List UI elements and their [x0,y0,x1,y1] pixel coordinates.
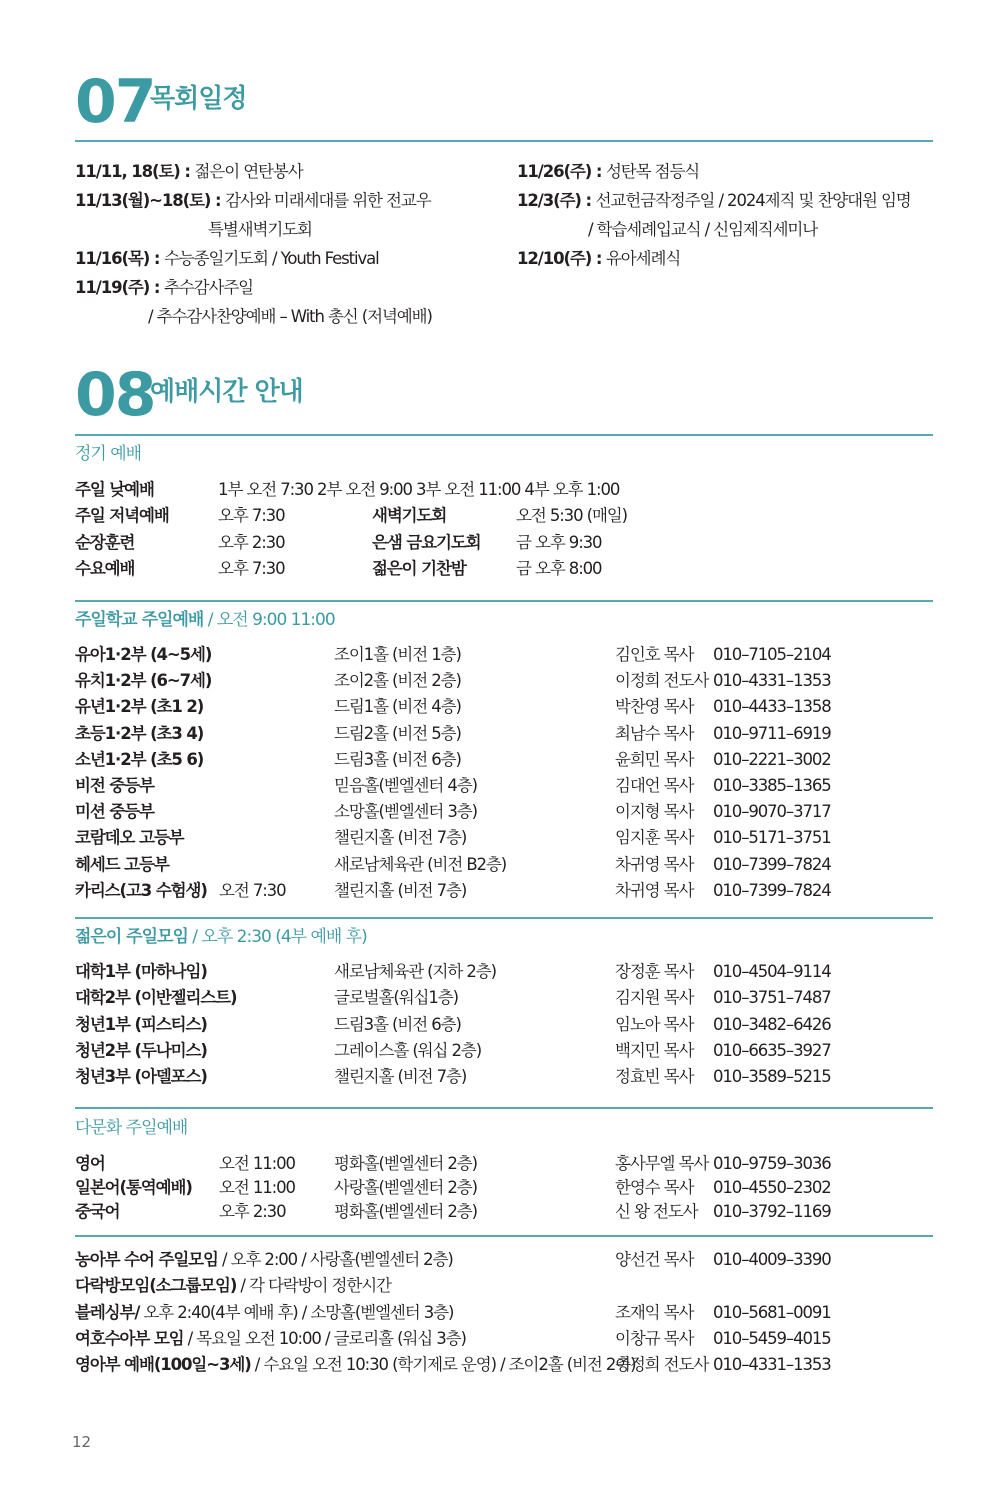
phone-number: 010–3751–7487 [713,988,831,1008]
meeting-name: 영아부 예배(100일~3세) [75,1355,251,1375]
schedule-date: 11/19(주) [75,278,150,297]
meeting-item [75,1328,466,1348]
venue: 소망홀(벧엘센터 3층) [334,802,477,822]
schedule-text: 추수감사주일 [163,278,254,297]
pastor-name: 이창규 목사 [615,1328,694,1348]
venue: 드림1홀 (비전 4층) [334,697,461,717]
language: 영어 [75,1154,105,1173]
phone-number: 010–7399–7824 [713,854,831,874]
phone-number: 010–4433–1358 [713,697,831,717]
phone-number: 010–3482–6426 [713,1014,831,1034]
meeting-detail: / 오후 2:00 / 사랑홀(벧엘센터 2층) [217,1250,453,1269]
pastor-name: 이정희 전도사 [615,1355,709,1375]
schedule-text: 수능종일기도회 / Youth Festival [163,249,379,268]
schedule-text: 유아세례식 [605,249,681,268]
worship-label: 새벽기도회 [372,506,447,525]
schedule-text-continued: 특별새벽기도회 [208,220,312,239]
department-name: 미션 중등부 [75,802,154,822]
section-title-schedule: 목회일정 [150,84,247,114]
schedule-item [75,164,303,181]
phone-number: 010–4550–2302 [713,1178,831,1197]
schedule-sep: : [591,249,606,268]
worship-time: 금 오후 9:30 [516,532,602,552]
pastor-name: 최남수 목사 [615,723,694,743]
department-name: 소년1·2부 (초5 6) [75,749,204,769]
pastor-name: 김대언 목사 [615,776,694,795]
department-name: 청년3부 (아델포스) [75,1067,207,1087]
pastor-name: 박찬영 목사 [615,697,694,717]
department-name: 유아1·2부 (4~5세) [75,645,212,664]
phone-number: 010–4009–3390 [713,1250,831,1269]
department-name: 유치1·2부 (6~7세) [75,671,212,691]
department-name: 청년1부 (피스티스) [75,1014,207,1034]
worship-time: 오전 5:30 (매일) [516,506,627,525]
subsection-title-regular: 정기 예배 [75,444,142,464]
venue: 사랑홀(벧엘센터 2층) [334,1178,477,1197]
worship-label: 순장훈련 [75,532,135,552]
pastor-name: 차귀영 목사 [615,854,694,874]
pastor-name: 신 왕 전도사 [615,1202,698,1221]
pastor-name: 김지원 목사 [615,988,694,1008]
department-time: 오전 7:30 [219,880,286,900]
schedule-sep: : [591,162,606,181]
schedule-date: 11/16(목) [75,249,150,268]
schedule-date: 11/26(주) [517,162,592,181]
meeting-name: 블레싱부/ [75,1302,140,1322]
venue: 조이1홀 (비전 1층) [334,645,461,664]
worship-label: 은샘 금요기도회 [372,532,481,552]
divider [75,1235,933,1237]
worship-label: 수요예배 [75,559,135,578]
worship-time: 금 오후 8:00 [516,559,602,578]
schedule-text: 젊은이 연탄봉사 [194,162,303,181]
meeting-name: 농아부 수어 주일모임 [75,1250,218,1269]
worship-time: 오후 7:30 [218,506,285,525]
phone-number: 010–9711–6919 [713,723,831,743]
venue: 그레이스홀 (워십 2층) [334,1040,482,1060]
subsection-title-bold: 젊은이 주일모임 [75,927,188,947]
service-time: 오후 2:30 [219,1202,286,1221]
worship-time: 오후 2:30 [218,532,285,552]
subsection-title-multicultural: 다문화 주일예배 [75,1118,188,1138]
schedule-item [75,251,379,268]
meeting-item [75,1278,391,1295]
subsection-title-bold: 주일학교 주일예배 [75,610,204,630]
schedule-text-continued: / 학습세례입교식 / 신임제직세미나 [588,220,818,239]
meeting-item [75,1302,454,1322]
venue: 믿음홀(벧엘센터 4층) [334,776,477,795]
schedule-date: 11/11, 18(토) [75,162,180,181]
venue: 드림2홀 (비전 5층) [334,723,461,743]
department-name: 대학1부 (마하나임) [75,962,207,981]
schedule-item [517,164,699,181]
meeting-name: 다락방모임(소그룹모임) [75,1276,237,1296]
pastor-name: 홍사무엘 목사 [615,1154,709,1173]
schedule-date: 11/13(월)~18(토) [75,191,211,210]
section-number-08: 08 [75,360,155,430]
phone-number: 010–7105–2104 [713,645,831,664]
phone-number: 010–2221–3002 [713,749,831,769]
worship-label: 주일 저녁예배 [75,506,169,525]
divider [75,600,933,602]
worship-label: 젊은이 기찬밤 [372,559,466,578]
subsection-title-young-adults [75,929,367,946]
worship-time: 오후 7:30 [218,559,285,578]
sunday-day-value: 1부 오전 7:30 2부 오전 9:00 3부 오전 11:00 4부 오후 1:00 [218,480,620,499]
pastor-name: 김인호 목사 [615,645,694,664]
schedule-text: 성탄목 점등식 [605,162,700,181]
venue: 드림3홀 (비전 6층) [334,1014,461,1034]
section-number-07: 07 [75,67,155,137]
schedule-sep: : [179,162,195,181]
schedule-text: 선교헌금작정주일 / 2024제직 및 찬양대원 임명 [595,191,911,210]
phone-number: 010–5171–3751 [713,828,831,848]
phone-number: 010–3792–1169 [713,1202,831,1221]
pastor-name: 이정희 전도사 [615,671,709,691]
phone-number: 010–9070–3717 [713,802,831,822]
subsection-title-rest: / 오전 9:00 11:00 [203,610,335,630]
language: 일본어(통역예배) [75,1178,192,1197]
schedule-sep: : [210,191,226,210]
language: 중국어 [75,1202,120,1221]
schedule-text-continued: / 추수감사찬양예배 – With 총신 (저녁예배) [148,307,432,326]
subsection-title-rest: / 오후 2:30 (4부 예배 후) [187,927,367,947]
phone-number: 010–9759–3036 [713,1154,831,1173]
schedule-item [517,193,911,210]
phone-number: 010–4504–9114 [713,962,831,981]
schedule-item [517,251,680,268]
department-name: 비전 중등부 [75,776,154,795]
department-name: 청년2부 (두나미스) [75,1040,207,1060]
meeting-detail: / 수요일 오전 10:30 (학기제로 운영) / 조이2홀 (비전 2층) [250,1355,636,1375]
pastor-name: 백지민 목사 [615,1040,694,1060]
meeting-name: 여호수아부 모임 [75,1328,184,1348]
schedule-sep: : [149,249,164,268]
department-name: 초등1·2부 (초3 4) [75,723,204,743]
pastor-name: 정효빈 목사 [615,1067,694,1087]
venue: 챌린지홀 (비전 7층) [334,1067,467,1087]
pastor-name: 윤희민 목사 [615,749,694,769]
phone-number: 010–6635–3927 [713,1040,831,1060]
phone-number: 010–5459–4015 [713,1328,831,1348]
page-number: 12 [72,1433,92,1451]
venue: 글로벌홀(워십1층) [334,988,458,1008]
pastor-name: 한영수 목사 [615,1178,694,1197]
pastor-name: 조재익 목사 [615,1302,694,1322]
phone-number: 010–4331–1353 [713,1355,831,1375]
meeting-detail: / 목요일 오전 10:00 / 글로리홀 (워십 3층) [183,1328,466,1348]
divider [75,917,933,919]
meeting-item [75,1357,635,1374]
divider [75,140,933,142]
venue: 평화홀(벧엘센터 2층) [334,1154,477,1173]
section-title-worship-times: 예배시간 안내 [150,377,303,407]
phone-number: 010–7399–7824 [713,880,831,900]
pastor-name: 임지훈 목사 [615,828,694,848]
pastor-name: 양선건 목사 [615,1250,694,1269]
venue: 새로남체육관 (비전 B2층) [334,854,507,874]
department-name: 카리스(고3 수험생) [75,880,207,900]
pastor-name: 장정훈 목사 [615,962,694,981]
department-name: 유년1·2부 (초1 2) [75,697,204,717]
sunday-day-label: 주일 낮예배 [75,480,154,499]
service-time: 오전 11:00 [219,1178,295,1197]
subsection-title-sunday-school [75,612,335,629]
phone-number: 010–4331–1353 [713,671,831,691]
venue: 평화홀(벧엘센터 2층) [334,1202,477,1221]
phone-number: 010–5681–0091 [713,1302,831,1322]
schedule-sep: : [580,191,596,210]
schedule-sep: : [149,278,164,297]
divider [75,434,933,436]
pastor-name: 차귀영 목사 [615,880,694,900]
schedule-date: 12/10(주) [517,249,592,268]
meeting-detail: / 각 다락방이 정한시간 [236,1276,391,1296]
schedule-text: 감사와 미래세대를 위한 전교우 [225,191,431,210]
schedule-item [75,193,431,210]
venue: 챌린지홀 (비전 7층) [334,880,467,900]
schedule-date: 12/3(주) [517,191,581,210]
department-name: 헤세드 고등부 [75,854,169,874]
venue: 조이2홀 (비전 2층) [334,671,461,691]
divider [75,1107,933,1109]
meeting-item [75,1252,453,1269]
meeting-detail: 오후 2:40(4부 예배 후) / 소망홀(벧엘센터 3층) [139,1302,454,1322]
venue: 드림3홀 (비전 6층) [334,749,461,769]
department-name: 코람데오 고등부 [75,828,184,848]
phone-number: 010–3589–5215 [713,1067,831,1087]
venue: 새로남체육관 (지하 2층) [334,962,496,981]
phone-number: 010–3385–1365 [713,776,831,795]
venue: 챌린지홀 (비전 7층) [334,828,467,848]
department-name: 대학2부 (이반젤리스트) [75,988,237,1008]
service-time: 오전 11:00 [219,1154,295,1173]
pastor-name: 임노아 목사 [615,1014,694,1034]
pastor-name: 이지형 목사 [615,802,694,822]
schedule-item [75,280,253,297]
